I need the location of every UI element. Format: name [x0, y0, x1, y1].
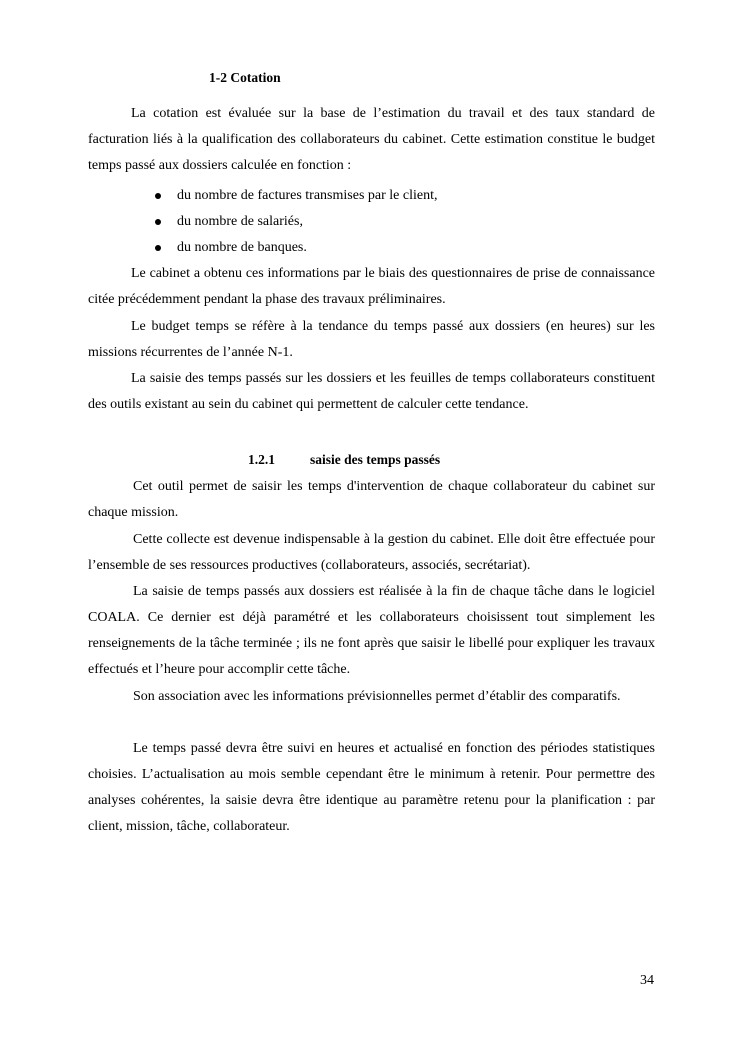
subsection-title: saisie des temps passés	[310, 452, 441, 467]
list-item: du nombre de factures transmises par le client,	[152, 183, 437, 209]
subsection-heading	[248, 452, 440, 468]
section-paragraph-1: La cotation est évaluée sur la base de l’estimation du travail et des taux standard de facturation liés à la qualification des collaborateurs du cabinet. Cette estimation constitue le budget temps passé aux dossiers calculée en fonction :	[88, 106, 655, 173]
subsection-paragraph-2: Cette collecte est devenue indispensable à la gestion du cabinet. Elle doit être effectuée pour l’ensemble de ses ressources productives (collaborateurs, associés, secrétariat).	[88, 532, 655, 573]
list-item: du nombre de salariés,	[152, 209, 437, 235]
subsection-paragraph-5: Le temps passé devra être suivi en heures et actualisé en fonction des périodes statistiques choisies. L’actualisation au mois semble cependant être le minimum à retenir. Pour permettre des analyses cohérentes, la saisie devra être identique au paramètre retenu pour la planification : par client, mission, tâche, collaborateur.	[88, 741, 655, 834]
subsection-paragraph-1: Cet outil permet de saisir les temps d'intervention de chaque collaborateur du cabinet sur chaque mission.	[88, 479, 655, 520]
section-paragraph-4: La saisie des temps passés sur les dossiers et les feuilles de temps collaborateurs constituent des outils existant au sein du cabinet qui permettent de calculer cette tendance.	[88, 371, 655, 412]
subsection-paragraph-3: La saisie de temps passés aux dossiers est réalisée à la fin de chaque tâche dans le logiciel COALA. Ce dernier est déjà paramétré et les collaborateurs choisissent tout simplement les renseignements de la tâche terminée ; ils ne font après que saisir le libellé pour expliquer les travaux effectués et l’heure pour accomplir cette tâche.	[88, 584, 655, 677]
criteria-list	[152, 183, 437, 261]
page-number: 34	[640, 973, 654, 988]
section-heading: 1-2 Cotation	[209, 70, 281, 85]
subsection-number: 1.2.1	[248, 452, 275, 467]
section-paragraph-2: Le cabinet a obtenu ces informations par le biais des questionnaires de prise de connaissance citée précédemment pendant la phase des travaux préliminaires.	[88, 266, 655, 307]
section-paragraph-3: Le budget temps se réfère à la tendance du temps passé aux dossiers (en heures) sur les missions récurrentes de l’année N-1.	[88, 319, 655, 360]
subsection-paragraph-4: Son association avec les informations prévisionnelles permet d’établir des comparatifs.	[133, 689, 621, 704]
list-item: du nombre de banques.	[152, 235, 437, 261]
